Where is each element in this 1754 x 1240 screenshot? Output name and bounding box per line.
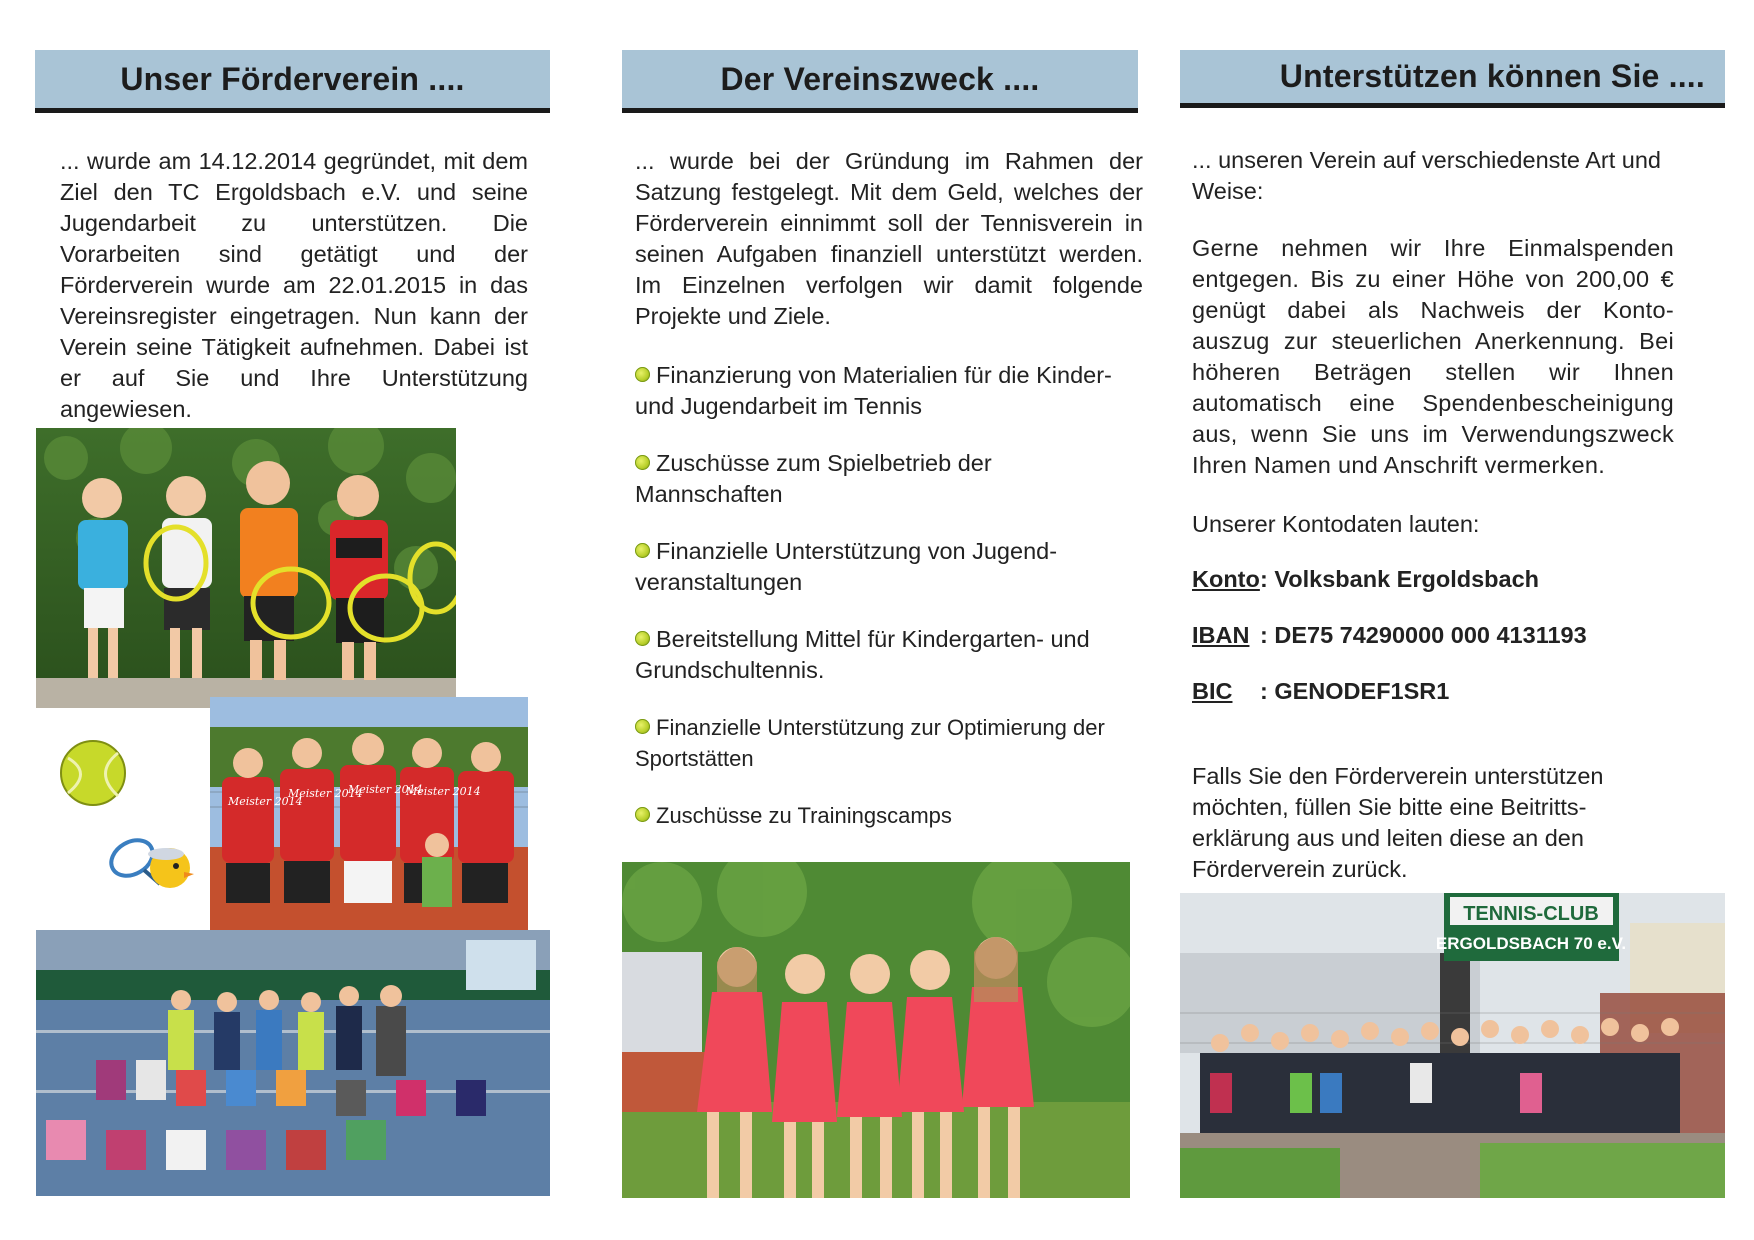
- tennis-ball-bullet-icon: [635, 367, 650, 382]
- right-heading: Unterstützen können Sie ....: [1279, 58, 1705, 94]
- left-paragraph: ... wurde am 14.12.2014 gegründet, mit dem Ziel den TC Ergoldsbach e.V. und seine Jugendarbeit zu unterstützen. Die Vorarbeiten sind getätigt und der Förderverein wurde am 22.01.2015 in das Vereinsregister eingetragen. Nun kann der Verein seine Tätigkeit aufnehmen. Dabei ist er auf Sie und Ihre Unterstützung angewiesen.: [60, 148, 528, 422]
- shirt-label: Meister 2014: [288, 787, 363, 800]
- iban-value: : DE75 74290000 000 4131193: [1260, 622, 1587, 648]
- iban-label: IBAN: [1192, 622, 1250, 648]
- photo-club-group: [1180, 893, 1725, 1198]
- tennis-ball-icon: [58, 738, 128, 808]
- photo-kids-rackets: [36, 428, 456, 708]
- bank-iban-row: [1192, 622, 1587, 649]
- konto-label: Konto: [1192, 566, 1260, 592]
- bank-konto-row: [1192, 566, 1539, 593]
- tennis-ball-bullet-icon: [635, 455, 650, 470]
- right-heading-bar: [1180, 50, 1725, 108]
- middle-heading: Der Vereinszweck ....: [720, 60, 1040, 97]
- photo-indoor-group: [36, 930, 550, 1196]
- shirt-label: Meister 2014: [406, 785, 481, 798]
- account-intro: Unserer Kontodaten lauten:: [1192, 511, 1480, 537]
- bic-value: : GENODEF1SR1: [1260, 678, 1450, 704]
- list-item: Zuschüsse zum Spielbetrieb der Mannschaften: [635, 450, 992, 507]
- list-item: Finanzielle Unterstützung zur Optimierung der Sportstätten: [635, 715, 1105, 771]
- right-paragraph: Gerne nehmen wir Ihre Einmalspenden entgegen. Bis zu einer Höhe von 200,00 € genügt dabei als Nachweis der Konto-auszug zur steuerlichen Anerkennung. Bei höheren Beträgen stellen wir Ihnen automatisch eine Spendenbescheinigung aus, wenn Sie uns im Verwendungszweck Ihren Namen und Anschrift vermerken.: [1192, 235, 1674, 478]
- bank-bic-row: [1192, 678, 1449, 705]
- list-item: Bereitstellung Mittel für Kindergarten- und Grundschultennis.: [635, 626, 1090, 683]
- shirt-label: Meister 2014: [348, 783, 423, 796]
- bic-label: BIC: [1192, 678, 1233, 704]
- list-item: Finanzielle Unterstützung von Jugend-veranstaltungen: [635, 538, 1058, 595]
- middle-paragraph: ... wurde bei der Gründung im Rahmen der Satzung festgelegt. Mit dem Geld, welches der Förderverein einnimmt soll der Tennisverein in seinen Aufgaben finanziell unterstützt werden. Im Einzelnen verfolgen wir damit folgende Projekte und Ziele.: [635, 148, 1143, 329]
- cartoon-duck-icon: [104, 828, 194, 894]
- left-heading: Unser Förderverein ....: [120, 60, 465, 97]
- middle-heading-bar: [622, 50, 1138, 113]
- tennis-ball-bullet-icon: [635, 543, 650, 558]
- shirt-label: Meister 2014: [228, 795, 303, 808]
- left-heading-bar: [35, 50, 550, 113]
- list-item: Finanzierung von Materialien für die Kinder- und Jugendarbeit im Tennis: [635, 362, 1112, 419]
- tennis-ball-bullet-icon: [635, 807, 650, 822]
- list-item: Zuschüsse zu Trainingscamps: [635, 800, 1135, 831]
- sign-line-1: TENNIS-CLUB: [1463, 903, 1599, 925]
- tennis-ball-bullet-icon: [635, 631, 650, 646]
- closing-paragraph: Falls Sie den Förderverein unterstützen möchten, füllen Sie bitte eine Beitritts-erklärung aus und leiten diese an den Förderverein zurück.: [1192, 763, 1604, 882]
- goals-list: [635, 360, 1135, 857]
- sign-line-2: ERGOLDSBACH 70 e.V.: [1435, 934, 1627, 953]
- photo-meister-team: [210, 697, 528, 931]
- tennis-ball-bullet-icon: [635, 719, 650, 734]
- konto-value: : Volksbank Ergoldsbach: [1260, 566, 1540, 592]
- right-intro: ... unseren Verein auf verschiedenste Art und Weise:: [1192, 147, 1661, 204]
- photo-girls-team: [622, 862, 1130, 1198]
